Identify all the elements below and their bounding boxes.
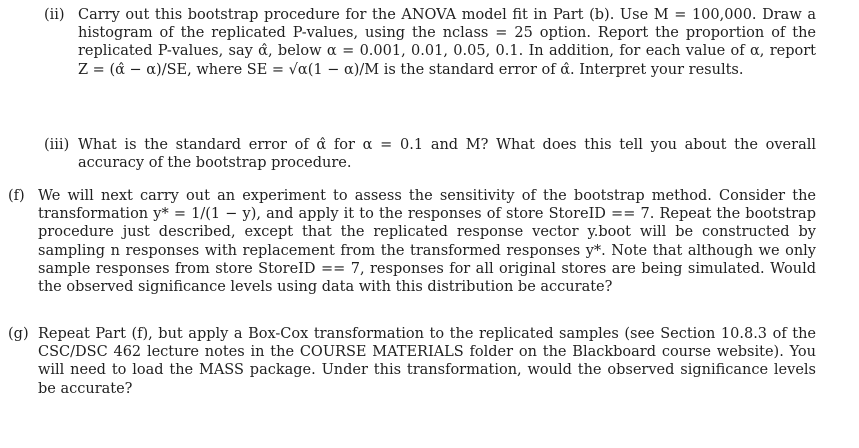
- item-g-label: (g): [8, 326, 29, 342]
- item-f-label: (f): [8, 188, 25, 204]
- subitem-iii: [44, 136, 816, 172]
- item-f-text: We will next carry out an experiment to assess the sensitivity of the bootstrap method. Consider the transformation y* = 1/(1 − y), and apply it to the responses of store StoreID == 7. Repeat the bootstrap procedure just described, except that the replicated response vector y.boot will be constructed by sampling n responses with replacement from the transformed responses y*. Note that although we only sample responses from store StoreID == 7, responses for all original stores are being simulated. Would the observed significance levels using data with this distribution be accurate?: [38, 188, 816, 296]
- item-g: [8, 325, 816, 398]
- item-g-text: Repeat Part (f), but apply a Box-Cox transformation to the replicated samples (see Section 10.8.3 of the CSC/DSC 462 lecture notes in the COURSE MATERIALS folder on the Blackboard course website). You will need to load the MASS package. Under this transformation, would the observed significance levels be accurate?: [38, 326, 816, 397]
- subitem-iii-text: What is the standard error of α̂ for α = 0.1 and M? What does this tell you about the overall accuracy of the bootstrap procedure.: [78, 137, 816, 172]
- subitem-iii-label: (iii): [44, 137, 70, 153]
- subitem-ii: [44, 6, 816, 79]
- item-f: [8, 187, 816, 296]
- subitem-ii-text: Carry out this bootstrap procedure for the ANOVA model fit in Part (b). Use M = 100,000. Draw a histogram of the replicated P-values, using the nclass = 25 option. Report the proportion of the replicated P-values, say α̂, below α = 0.001, 0.01, 0.05, 0.1. In addition, for each value of α, report Z = (α̂ − α)/SE, where SE = √α(1 − α)/M is the standard error of α̂. Interpret your results.: [78, 7, 816, 78]
- subitem-ii-label: (ii): [44, 7, 65, 23]
